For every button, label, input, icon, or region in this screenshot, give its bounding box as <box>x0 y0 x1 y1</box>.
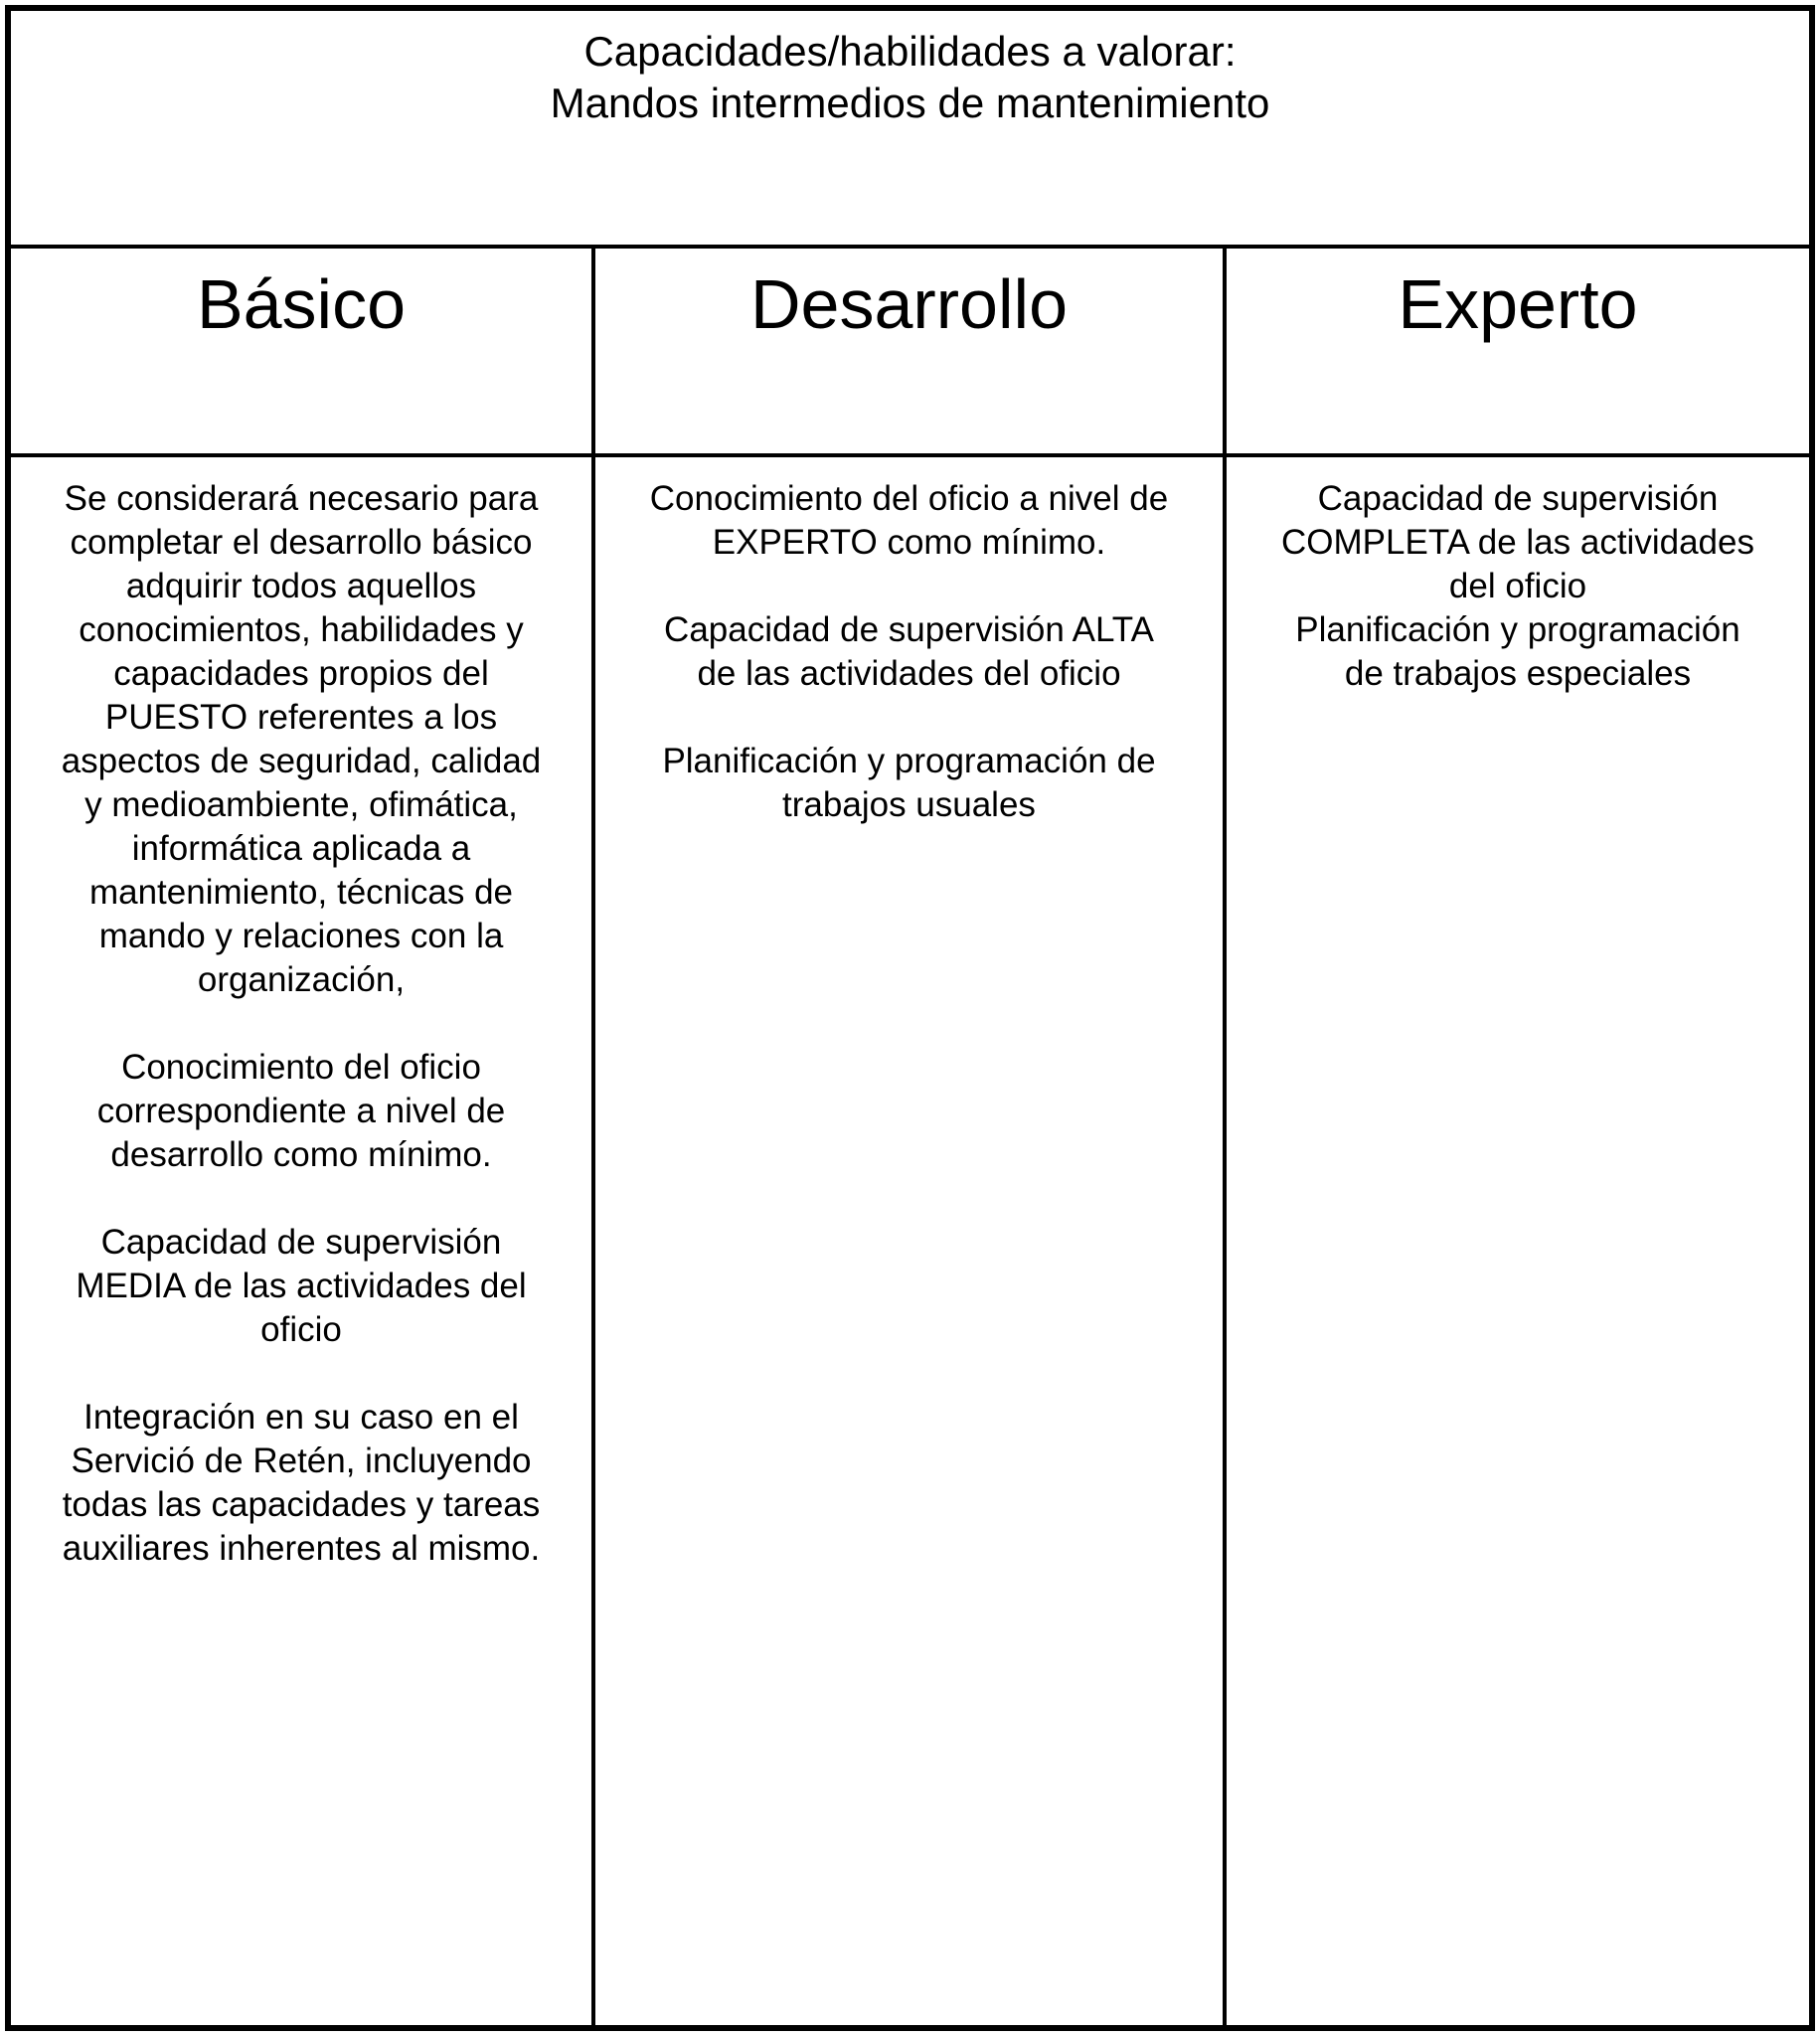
column-body-experto <box>1227 457 1809 696</box>
basico-paragraph-3: Capacidad de supervisión MEDIA de las actividades del oficio <box>76 1223 527 1349</box>
table-title-cell <box>11 11 1809 249</box>
experto-paragraph-1: Capacidad de supervisión COMPLETA de las actividades del oficio Planificación y programación de trabajos especiales <box>1281 479 1754 693</box>
column-heading-cell <box>1227 249 1809 457</box>
basico-paragraph-4: Integración en su caso en el Servició de Retén, incluyendo todas las capacidades y tareas auxiliares inherentes al mismo. <box>62 1398 541 1568</box>
column-heading-desarrollo: Desarrollo <box>750 265 1068 343</box>
column-experto <box>1227 249 1809 2025</box>
column-heading-cell <box>11 249 591 457</box>
column-heading-cell <box>595 249 1223 457</box>
column-basico <box>11 249 595 2025</box>
column-desarrollo <box>595 249 1227 2025</box>
column-heading-basico: Básico <box>196 265 407 343</box>
desarrollo-paragraph-3: Planificación y programación de trabajos usuales <box>662 742 1156 824</box>
column-heading-experto: Experto <box>1398 265 1638 343</box>
desarrollo-paragraph-1: Conocimiento del oficio a nivel de EXPERTO como mínimo. <box>649 479 1169 562</box>
basico-paragraph-1: Se considerará necesario para completar el desarrollo básico adquirir todos aquellos conocimientos, habilidades y capacidades propios del PUESTO referentes a los aspectos de seguridad, calidad y medioambiente, ofimática, informática aplicada a mantenimiento, técnicas de mando y relaciones con la organización, <box>61 479 542 999</box>
desarrollo-paragraph-2: Capacidad de supervisión ALTA de las actividades del oficio <box>664 610 1154 693</box>
basico-paragraph-2: Conocimiento del oficio correspondiente a nivel de desarrollo como mínimo. <box>96 1048 506 1174</box>
column-body-basico <box>11 457 591 1571</box>
competency-table <box>5 5 1815 2031</box>
table-title-line-2: Mandos intermedios de mantenimiento <box>550 80 1270 126</box>
table-title-line-1: Capacidades/habilidades a valorar: <box>583 28 1237 75</box>
column-body-desarrollo <box>595 457 1223 827</box>
